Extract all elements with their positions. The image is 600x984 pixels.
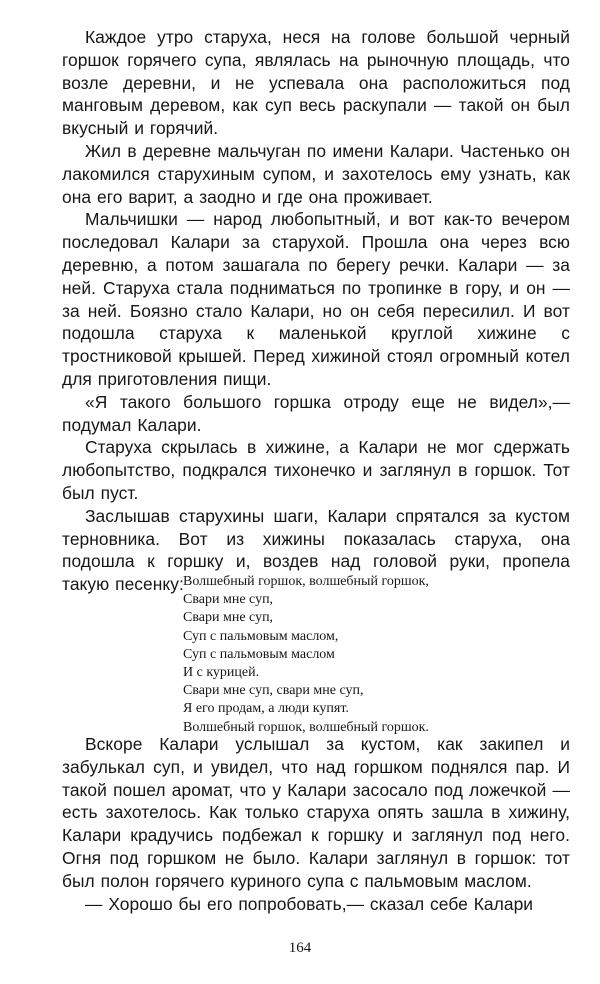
song-line: И с курицей. xyxy=(183,665,260,681)
song-line: Суп с пальмовым маслом xyxy=(183,646,335,662)
song-line: Свари мне суп, xyxy=(183,610,274,626)
paragraph-try-soup: — Хорошо бы его попробовать,— сказал себе Калари xyxy=(85,893,534,914)
paragraph-soup-boils: Вскоре Калари услышал за кустом, как закипел и забулькал суп, и увидел, что над горшком поднялся пар. И такой пошел аромат, что у Калари засосало под ложечкой — есть захотелось. Как только старуха опять зашла в хижину, Калари крадучись подбежал к горшку и заглянул под него. Огня под горшком не было. Калари заглянул в горшок: тот был полон горячего куриного супа с пальмовым маслом. xyxy=(62,734,570,891)
paragraph-market: Каждое утро старуха, неся на голове большой черный горшок горячего супа, являлась на рыночную площадь, что возле деревни, и не успевала она расположиться под манговым деревом, как суп весь раскупали — такой он был вкусный и горячий. xyxy=(62,27,570,139)
song-line: Волшебный горшок, волшебный горшок, xyxy=(183,574,429,589)
story-text-bottom xyxy=(62,733,570,915)
song-line: Волшебный горшок, волшебный горшок. xyxy=(183,719,429,735)
page-number: 164 xyxy=(288,940,312,956)
paragraph-empty-pot: Старуха скрылась в хижине, а Калари не мог сдержать любопытство, подкрался тихонечко и заглянул в горшок. Тот был пуст. xyxy=(62,437,570,503)
song-line: Свари мне суп, xyxy=(183,592,274,608)
paragraph-hiding: Заслышав старухины шаги, Калари спрятался за кустом терновника. Вот из хижины показалась старуха, она подошла к горшку и, воздев над головой руки, пропела такую песенку: xyxy=(62,505,570,595)
story-text-top xyxy=(62,26,570,596)
song-line: Я его продам, а люди купят. xyxy=(183,701,349,717)
paragraph-following: Мальчишки — народ любопытный, и вот как-то вечером последовал Калари за старухой. Прошла она через всю деревню, а потом зашагала по берегу речки. Калари — за ней. Старуха стала подниматься по тропинке в гору, и он — за ней. Боязно стало Калари, но он себя пересилил. И вот подошла старуха к маленькой круглой хижине с тростниковой крышей. Перед хижиной стоял огромный котел для приготовления пищи. xyxy=(62,209,570,389)
paragraph-kalari-intro: Жил в деревне мальчуган по имени Калари. Частенько он лакомился старухиным супом, и захотелось ему узнать, как она его варит, а заодно и где она проживает. xyxy=(62,140,570,207)
paragraph-big-pot: «Я такого большого горшка отроду еще не видел»,— подумал Калари. xyxy=(62,391,570,435)
song-verse xyxy=(183,573,513,737)
song-line: Суп с пальмовым маслом, xyxy=(183,628,339,644)
song-line: Свари мне суп, свари мне суп, xyxy=(183,683,364,699)
